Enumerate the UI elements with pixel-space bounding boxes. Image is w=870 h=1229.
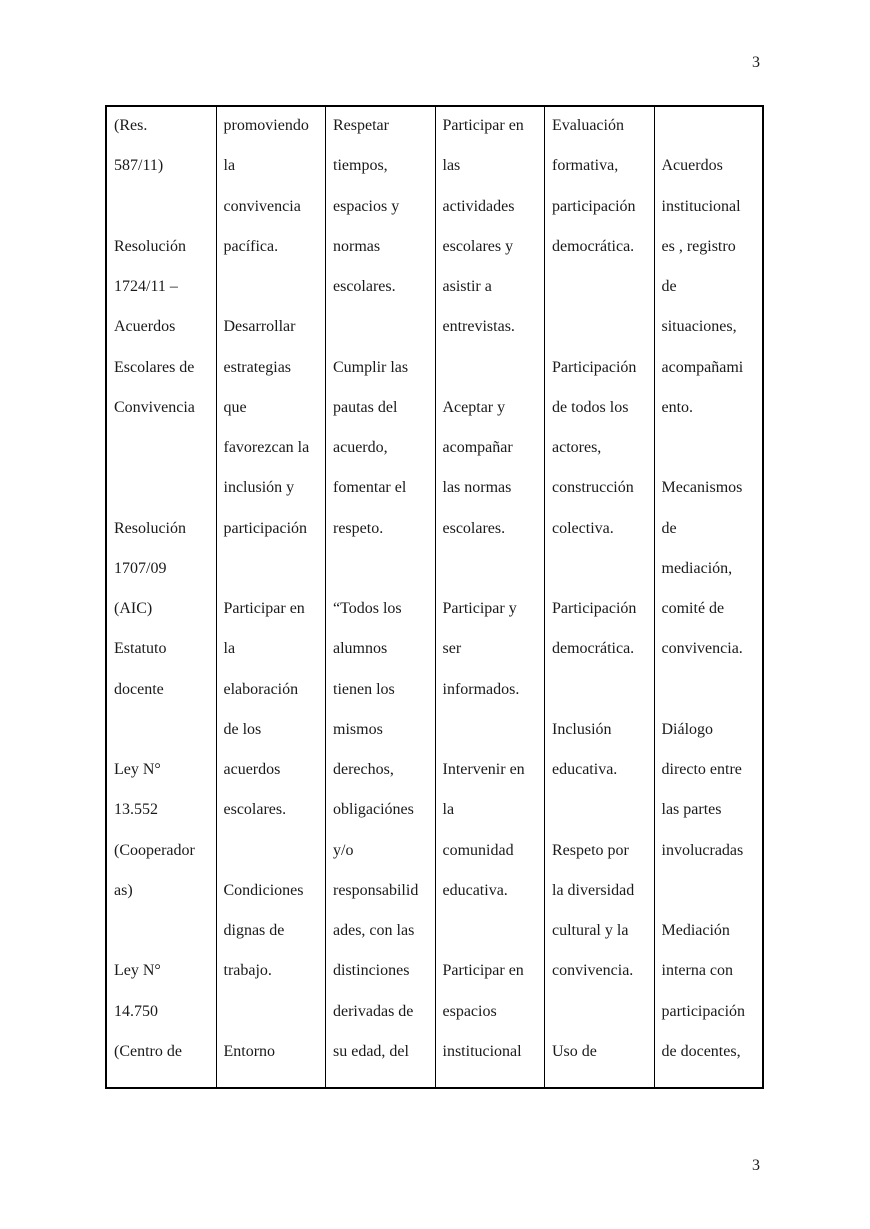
cell-text-line: pautas del [333, 398, 398, 416]
cell-text-line: de [661, 519, 677, 537]
cell-text-line: cultural y la [552, 922, 629, 939]
cell-text-line: Participar y [442, 600, 517, 617]
cell-text-line: Mecanismos [661, 479, 743, 497]
cell-text-line [552, 797, 654, 837]
cell-text-line: Resolución [114, 237, 186, 255]
cell-text-line: Respeto por [552, 841, 629, 859]
cell-text-line: Ley N° [114, 761, 161, 778]
cell-text-line: Escolares de [114, 358, 195, 376]
cell-text-line: ades, con las [333, 922, 415, 939]
cell-text-line: Ley N° [114, 962, 161, 980]
cell-text-line: 1724/11 – [114, 278, 178, 295]
cell-text-line [224, 999, 326, 1039]
cell-text-line: Diálogo [661, 720, 714, 738]
cell-text-line: estrategias [223, 358, 292, 376]
cell-text-line: distinciones [333, 962, 410, 980]
cell-text-line: as) [114, 881, 133, 899]
cell-text-line: 1707/09 [114, 559, 167, 577]
cell-text-line: derivadas de [333, 1002, 414, 1020]
cell-text-line [443, 717, 545, 757]
table-column-5 [545, 107, 655, 1087]
cell-text-line: mediación, [661, 559, 733, 577]
cell-text-line: tienen los [333, 680, 395, 698]
cell-text-line: ento. [661, 398, 694, 416]
cell-text-line: promoviendo [223, 117, 309, 134]
cell-text-line: Participar en [223, 600, 305, 617]
cell-text-line: (Centro de [114, 1042, 182, 1060]
cell-text-line: favorezcan la [223, 439, 310, 456]
cell-text-line: democrática. [552, 640, 635, 658]
cell-text-line: Cumplir las [333, 358, 409, 376]
cell-text-line [114, 717, 216, 757]
cell-text-line: Aceptar y [442, 398, 506, 416]
cell-text-line [662, 113, 763, 153]
cell-text-line: 13.552 [114, 801, 158, 819]
cell-text-line: acompañami [661, 358, 744, 376]
cell-text-line: Respetar [333, 117, 389, 134]
cell-text-line: Intervenir en [442, 761, 525, 778]
document-table [105, 105, 764, 1089]
cell-text-line: la [223, 157, 236, 175]
cell-text-line [662, 435, 763, 475]
cell-text-line: directo entre [661, 761, 742, 778]
cell-text-line: las normas [442, 479, 512, 497]
cell-text-line: (Cooperador [114, 841, 195, 859]
cell-text-line: Condiciones [223, 881, 304, 899]
cell-text-line: participación [552, 197, 636, 215]
cell-text-line: Estatuto [114, 640, 167, 658]
cell-text-line: Mediación [661, 922, 730, 939]
cell-text-line: las [442, 157, 461, 175]
cell-text-line [114, 475, 216, 515]
cell-text-line: la [442, 801, 455, 819]
cell-text-line: las partes [661, 801, 722, 819]
cell-text-line: Participación [552, 600, 637, 617]
cell-text-line: actividades [442, 197, 515, 215]
cell-text-line: normas [333, 237, 381, 255]
cell-text-line: construcción [552, 479, 634, 497]
cell-text-line [443, 355, 545, 395]
cell-text-line: participación [223, 519, 308, 537]
page-number-bottom: 3 [752, 1157, 760, 1174]
table-column-4 [436, 107, 546, 1087]
cell-text-line: acuerdo, [333, 439, 388, 456]
cell-text-line: inclusión y [223, 479, 295, 497]
cell-text-line: ser [442, 640, 462, 658]
cell-text-line: Evaluación [552, 117, 624, 134]
cell-text-line: asistir a [442, 278, 492, 295]
cell-text-line: actores, [552, 439, 602, 456]
cell-text-line: Acuerdos [114, 318, 176, 336]
cell-text-line [662, 677, 763, 717]
cell-text-line: situaciones, [661, 318, 737, 336]
cell-text-line: mismos [333, 720, 383, 738]
cell-text-line: espacios [442, 1002, 497, 1020]
cell-text-line: institucional [442, 1042, 522, 1060]
cell-text-line: Convivencia [114, 398, 195, 416]
page-number-top: 3 [752, 54, 760, 71]
cell-text-line: institucional [661, 197, 741, 215]
cell-text-line: democrática. [552, 237, 635, 255]
cell-text-line: (AIC) [114, 600, 153, 617]
cell-text-line: tiempos, [333, 157, 388, 175]
cell-text-line: Acuerdos [661, 157, 723, 175]
cell-text-line: su edad, del [333, 1042, 409, 1060]
cell-text-line: responsabilid [333, 881, 419, 899]
cell-text-line: convivencia [223, 197, 301, 215]
cell-text-line [114, 194, 216, 234]
cell-text-line: de los [223, 720, 262, 738]
table-column-2 [217, 107, 327, 1087]
cell-text-line [552, 999, 654, 1039]
cell-text-line: escolares. [442, 519, 506, 537]
cell-text-line: acuerdos [223, 761, 281, 778]
table-column-6 [655, 107, 763, 1087]
cell-text-line: escolares. [333, 278, 396, 295]
cell-text-line: Entorno [223, 1042, 276, 1060]
cell-text-line: trabajo. [223, 962, 272, 980]
cell-text-line: convivencia. [661, 640, 743, 658]
cell-text-line: educativa. [442, 881, 508, 899]
cell-text-line: “Todos los [333, 600, 402, 617]
cell-text-line [552, 314, 654, 354]
cell-text-line [333, 556, 435, 596]
cell-text-line: pacífica. [223, 237, 279, 255]
cell-text-line: de docentes, [661, 1042, 741, 1060]
cell-text-line: 587/11) [114, 157, 164, 175]
cell-text-line [552, 677, 654, 717]
cell-text-line [333, 314, 435, 354]
cell-text-line: informados. [442, 680, 520, 698]
cell-text-line: convivencia. [552, 962, 634, 980]
table-column-3 [326, 107, 436, 1087]
cell-text-line: colectiva. [552, 519, 614, 537]
cell-text-line: respeto. [333, 519, 384, 537]
cell-text-line: la [223, 640, 236, 658]
cell-text-line: interna con [661, 962, 734, 980]
cell-text-line: docente [114, 680, 164, 698]
cell-text-line: fomentar el [333, 479, 407, 497]
cell-text-line: que [223, 398, 247, 416]
cell-text-line: y/o [333, 841, 354, 859]
cell-text-line: participación [661, 1002, 746, 1020]
cell-text-line: educativa. [552, 761, 618, 778]
cell-text-line: formativa, [552, 157, 619, 175]
cell-text-line [552, 274, 654, 314]
cell-text-line [224, 556, 326, 596]
cell-text-line: elaboración [223, 680, 299, 698]
cell-text-line [552, 556, 654, 596]
cell-text-line: derechos, [333, 761, 394, 778]
cell-text-line [662, 878, 763, 918]
cell-text-line: acompañar [442, 439, 513, 456]
table-column-1 [107, 107, 217, 1087]
cell-text-line: dignas de [223, 922, 285, 939]
cell-text-line: Participar en [442, 117, 524, 134]
cell-text-line: comunidad [442, 841, 514, 859]
cell-text-line: escolares y [442, 237, 514, 255]
cell-text-line: Uso de [552, 1042, 597, 1060]
cell-text-line [114, 918, 216, 958]
cell-text-line [114, 435, 216, 475]
cell-text-line: entrevistas. [442, 318, 515, 336]
cell-text-line [443, 556, 545, 596]
cell-text-line: espacios y [333, 197, 400, 215]
cell-text-line: la diversidad [552, 881, 635, 899]
cell-text-line: Inclusión [552, 720, 612, 738]
cell-text-line: comité de [661, 600, 725, 617]
cell-text-line: obligaciónes [333, 801, 414, 819]
cell-text-line: es , registro [661, 237, 736, 255]
cell-text-line [443, 918, 545, 958]
cell-text-line [224, 274, 326, 314]
cell-text-line: (Res. [114, 117, 148, 134]
cell-text-line: Participación [552, 358, 637, 376]
cell-text-line [224, 838, 326, 878]
cell-text-line: alumnos [333, 640, 388, 658]
cell-text-line: 14.750 [114, 1002, 158, 1020]
cell-text-line: escolares. [223, 801, 287, 819]
cell-text-line: de [661, 278, 677, 295]
cell-text-line: involucradas [661, 841, 744, 859]
cell-text-line: Desarrollar [223, 318, 296, 336]
cell-text-line: Resolución [114, 519, 186, 537]
cell-text-line: Participar en [442, 962, 524, 980]
cell-text-line: de todos los [552, 398, 629, 416]
